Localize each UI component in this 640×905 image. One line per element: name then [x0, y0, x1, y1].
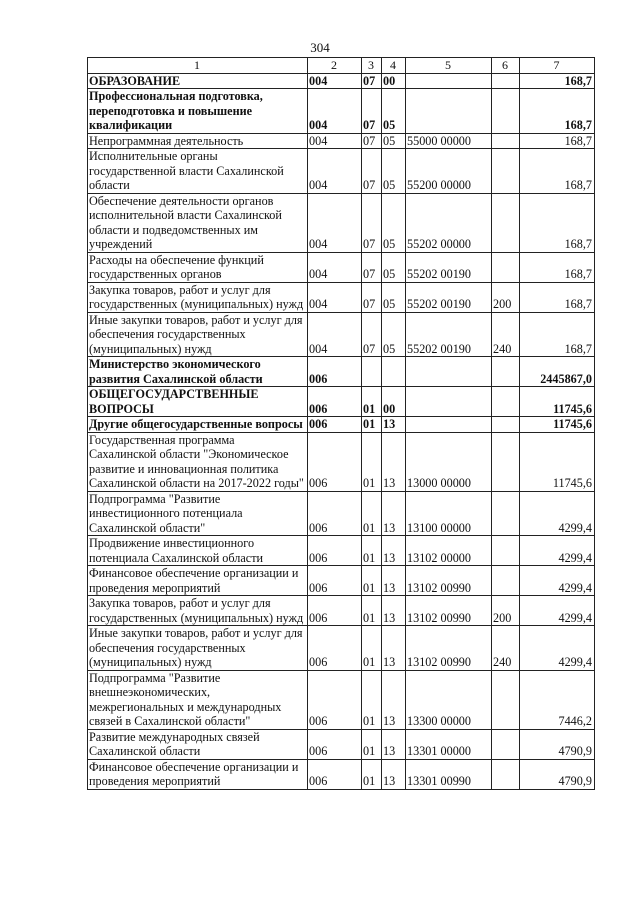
table-row	[88, 73, 595, 89]
table-row	[88, 387, 595, 417]
row-subsection-cell: 13	[382, 417, 406, 433]
row-section-cell: 07	[362, 193, 382, 252]
row-target-article-cell	[406, 89, 492, 134]
row-expense-type-cell	[492, 133, 520, 149]
row-name-cell: Иные закупки товаров, работ и услуг для обеспечения государственных (муниципальных) нужд	[88, 626, 308, 671]
row-name-cell: Профессиональная подготовка, переподготовка и повышение квалификации	[88, 89, 308, 134]
row-target-article-cell	[406, 387, 492, 417]
row-amount-cell: 11745,6	[520, 417, 595, 433]
row-expense-type-cell	[492, 759, 520, 789]
row-subsection-cell: 05	[382, 149, 406, 194]
row-target-article-cell: 13102 00990	[406, 566, 492, 596]
row-amount-cell: 4790,9	[520, 759, 595, 789]
row-subsection-cell: 13	[382, 759, 406, 789]
table-row	[88, 357, 595, 387]
row-amount-cell: 2445867,0	[520, 357, 595, 387]
row-ministry-code-cell: 006	[308, 387, 362, 417]
row-amount-cell: 4299,4	[520, 566, 595, 596]
table-row	[88, 566, 595, 596]
row-subsection-cell: 05	[382, 133, 406, 149]
row-ministry-code-cell: 004	[308, 133, 362, 149]
row-name-cell: Продвижение инвестиционного потенциала Сахалинской области	[88, 536, 308, 566]
table-row	[88, 133, 595, 149]
row-ministry-code-cell: 004	[308, 149, 362, 194]
row-name-cell: Финансовое обеспечение организации и проведения мероприятий	[88, 759, 308, 789]
row-section-cell: 07	[362, 149, 382, 194]
row-ministry-code-cell: 004	[308, 73, 362, 89]
row-section-cell: 01	[362, 596, 382, 626]
budget-table	[87, 57, 595, 790]
row-section-cell: 01	[362, 432, 382, 491]
row-expense-type-cell: 240	[492, 626, 520, 671]
page-number: 304	[310, 40, 330, 55]
row-amount-cell: 4299,4	[520, 536, 595, 566]
row-name-cell: ОБРАЗОВАНИЕ	[88, 73, 308, 89]
row-section-cell: 07	[362, 133, 382, 149]
row-target-article-cell	[406, 357, 492, 387]
row-expense-type-cell	[492, 193, 520, 252]
row-ministry-code-cell: 006	[308, 596, 362, 626]
row-name-cell: Подпрограмма "Развитие инвестиционного потенциала Сахалинской области"	[88, 491, 308, 536]
header-cell: 5	[406, 58, 492, 74]
row-name-cell: Иные закупки товаров, работ и услуг для обеспечения государственных (муниципальных) нужд	[88, 312, 308, 357]
row-name-cell: Развитие международных связей Сахалинской области	[88, 729, 308, 759]
row-expense-type-cell	[492, 252, 520, 282]
row-ministry-code-cell: 006	[308, 670, 362, 729]
row-name-cell: Министерство экономического развития Сахалинской области	[88, 357, 308, 387]
row-name-cell: Непрограммная деятельность	[88, 133, 308, 149]
header-cell: 2	[308, 58, 362, 74]
row-section-cell: 01	[362, 670, 382, 729]
row-name-cell: Обеспечение деятельности органов исполнительной власти Сахалинской области и подведомственных им учреждений	[88, 193, 308, 252]
row-amount-cell: 168,7	[520, 133, 595, 149]
table-row	[88, 312, 595, 357]
row-name-cell: ОБЩЕГОСУДАРСТВЕННЫЕ ВОПРОСЫ	[88, 387, 308, 417]
row-section-cell: 01	[362, 759, 382, 789]
row-ministry-code-cell: 006	[308, 536, 362, 566]
row-ministry-code-cell: 006	[308, 491, 362, 536]
row-expense-type-cell	[492, 670, 520, 729]
table-row	[88, 432, 595, 491]
row-target-article-cell: 13301 00990	[406, 759, 492, 789]
row-ministry-code-cell: 006	[308, 432, 362, 491]
row-target-article-cell: 13100 00000	[406, 491, 492, 536]
row-expense-type-cell	[492, 417, 520, 433]
row-target-article-cell: 13301 00000	[406, 729, 492, 759]
row-target-article-cell	[406, 73, 492, 89]
row-section-cell: 07	[362, 89, 382, 134]
row-expense-type-cell: 200	[492, 596, 520, 626]
row-target-article-cell: 13102 00990	[406, 596, 492, 626]
row-ministry-code-cell: 004	[308, 252, 362, 282]
table-row	[88, 491, 595, 536]
table-row	[88, 282, 595, 312]
table-row	[88, 536, 595, 566]
row-subsection-cell: 13	[382, 670, 406, 729]
row-expense-type-cell	[492, 729, 520, 759]
table-row	[88, 252, 595, 282]
row-section-cell: 01	[362, 536, 382, 566]
row-name-cell: Исполнительные органы государственной власти Сахалинской области	[88, 149, 308, 194]
header-cell: 7	[520, 58, 595, 74]
table-row	[88, 759, 595, 789]
row-name-cell: Государственная программа Сахалинской области "Экономическое развитие и инновационная политика Сахалинской области на 2017-2022 годы"	[88, 432, 308, 491]
row-subsection-cell: 13	[382, 536, 406, 566]
row-expense-type-cell: 240	[492, 312, 520, 357]
row-target-article-cell: 55000 00000	[406, 133, 492, 149]
row-expense-type-cell	[492, 536, 520, 566]
row-section-cell: 07	[362, 312, 382, 357]
row-ministry-code-cell: 004	[308, 282, 362, 312]
row-subsection-cell: 13	[382, 491, 406, 536]
header-cell: 4	[382, 58, 406, 74]
row-amount-cell: 168,7	[520, 89, 595, 134]
row-target-article-cell: 13102 00990	[406, 626, 492, 671]
row-ministry-code-cell: 006	[308, 357, 362, 387]
row-subsection-cell: 13	[382, 596, 406, 626]
row-section-cell: 07	[362, 73, 382, 89]
row-target-article-cell: 55202 00190	[406, 252, 492, 282]
table-row	[88, 670, 595, 729]
row-amount-cell: 168,7	[520, 282, 595, 312]
row-amount-cell: 7446,2	[520, 670, 595, 729]
row-amount-cell: 4299,4	[520, 596, 595, 626]
row-amount-cell: 4790,9	[520, 729, 595, 759]
budget-table-body	[88, 58, 595, 790]
row-amount-cell: 11745,6	[520, 432, 595, 491]
row-ministry-code-cell: 004	[308, 193, 362, 252]
row-subsection-cell: 05	[382, 89, 406, 134]
table-row	[88, 596, 595, 626]
row-target-article-cell: 55202 00000	[406, 193, 492, 252]
row-name-cell: Другие общегосударственные вопросы	[88, 417, 308, 433]
row-target-article-cell: 55200 00000	[406, 149, 492, 194]
header-cell: 6	[492, 58, 520, 74]
row-section-cell: 01	[362, 417, 382, 433]
row-amount-cell: 168,7	[520, 73, 595, 89]
row-amount-cell: 168,7	[520, 193, 595, 252]
row-subsection-cell: 13	[382, 432, 406, 491]
table-row	[88, 193, 595, 252]
row-expense-type-cell	[492, 149, 520, 194]
row-expense-type-cell	[492, 566, 520, 596]
table-row	[88, 729, 595, 759]
row-expense-type-cell	[492, 432, 520, 491]
row-name-cell: Закупка товаров, работ и услуг для государственных (муниципальных) нужд	[88, 282, 308, 312]
row-expense-type-cell	[492, 73, 520, 89]
table-row	[88, 89, 595, 134]
row-section-cell: 07	[362, 252, 382, 282]
row-target-article-cell: 13000 00000	[406, 432, 492, 491]
row-ministry-code-cell: 006	[308, 417, 362, 433]
row-ministry-code-cell: 006	[308, 626, 362, 671]
row-amount-cell: 168,7	[520, 312, 595, 357]
table-row	[88, 417, 595, 433]
row-ministry-code-cell: 004	[308, 312, 362, 357]
header-cell: 3	[362, 58, 382, 74]
row-subsection-cell: 05	[382, 193, 406, 252]
row-name-cell: Подпрограмма "Развитие внешнеэкономических, межрегиональных и международных связей в Сахалинской области"	[88, 670, 308, 729]
row-subsection-cell: 13	[382, 566, 406, 596]
row-expense-type-cell	[492, 491, 520, 536]
row-amount-cell: 4299,4	[520, 626, 595, 671]
row-subsection-cell: 05	[382, 252, 406, 282]
row-section-cell: 07	[362, 282, 382, 312]
row-name-cell: Финансовое обеспечение организации и проведения мероприятий	[88, 566, 308, 596]
row-ministry-code-cell: 004	[308, 89, 362, 134]
row-expense-type-cell: 200	[492, 282, 520, 312]
table-row	[88, 626, 595, 671]
row-subsection-cell: 00	[382, 387, 406, 417]
header-cell: 1	[88, 58, 308, 74]
row-amount-cell: 11745,6	[520, 387, 595, 417]
row-section-cell: 01	[362, 566, 382, 596]
row-section-cell: 01	[362, 491, 382, 536]
table-header-row	[88, 58, 595, 74]
row-name-cell: Закупка товаров, работ и услуг для государственных (муниципальных) нужд	[88, 596, 308, 626]
row-target-article-cell	[406, 417, 492, 433]
row-expense-type-cell	[492, 387, 520, 417]
row-target-article-cell: 13102 00000	[406, 536, 492, 566]
row-ministry-code-cell: 006	[308, 566, 362, 596]
row-ministry-code-cell: 006	[308, 729, 362, 759]
row-amount-cell: 4299,4	[520, 491, 595, 536]
row-section-cell: 01	[362, 387, 382, 417]
row-target-article-cell: 13300 00000	[406, 670, 492, 729]
row-target-article-cell: 55202 00190	[406, 312, 492, 357]
table-row	[88, 149, 595, 194]
row-amount-cell: 168,7	[520, 252, 595, 282]
row-section-cell	[362, 357, 382, 387]
row-name-cell: Расходы на обеспечение функций государственных органов	[88, 252, 308, 282]
row-ministry-code-cell: 006	[308, 759, 362, 789]
row-subsection-cell: 13	[382, 729, 406, 759]
row-subsection-cell: 13	[382, 626, 406, 671]
row-section-cell: 01	[362, 626, 382, 671]
row-expense-type-cell	[492, 89, 520, 134]
row-section-cell: 01	[362, 729, 382, 759]
row-expense-type-cell	[492, 357, 520, 387]
row-amount-cell: 168,7	[520, 149, 595, 194]
row-subsection-cell: 05	[382, 282, 406, 312]
row-subsection-cell	[382, 357, 406, 387]
row-subsection-cell: 00	[382, 73, 406, 89]
row-subsection-cell: 05	[382, 312, 406, 357]
row-target-article-cell: 55202 00190	[406, 282, 492, 312]
